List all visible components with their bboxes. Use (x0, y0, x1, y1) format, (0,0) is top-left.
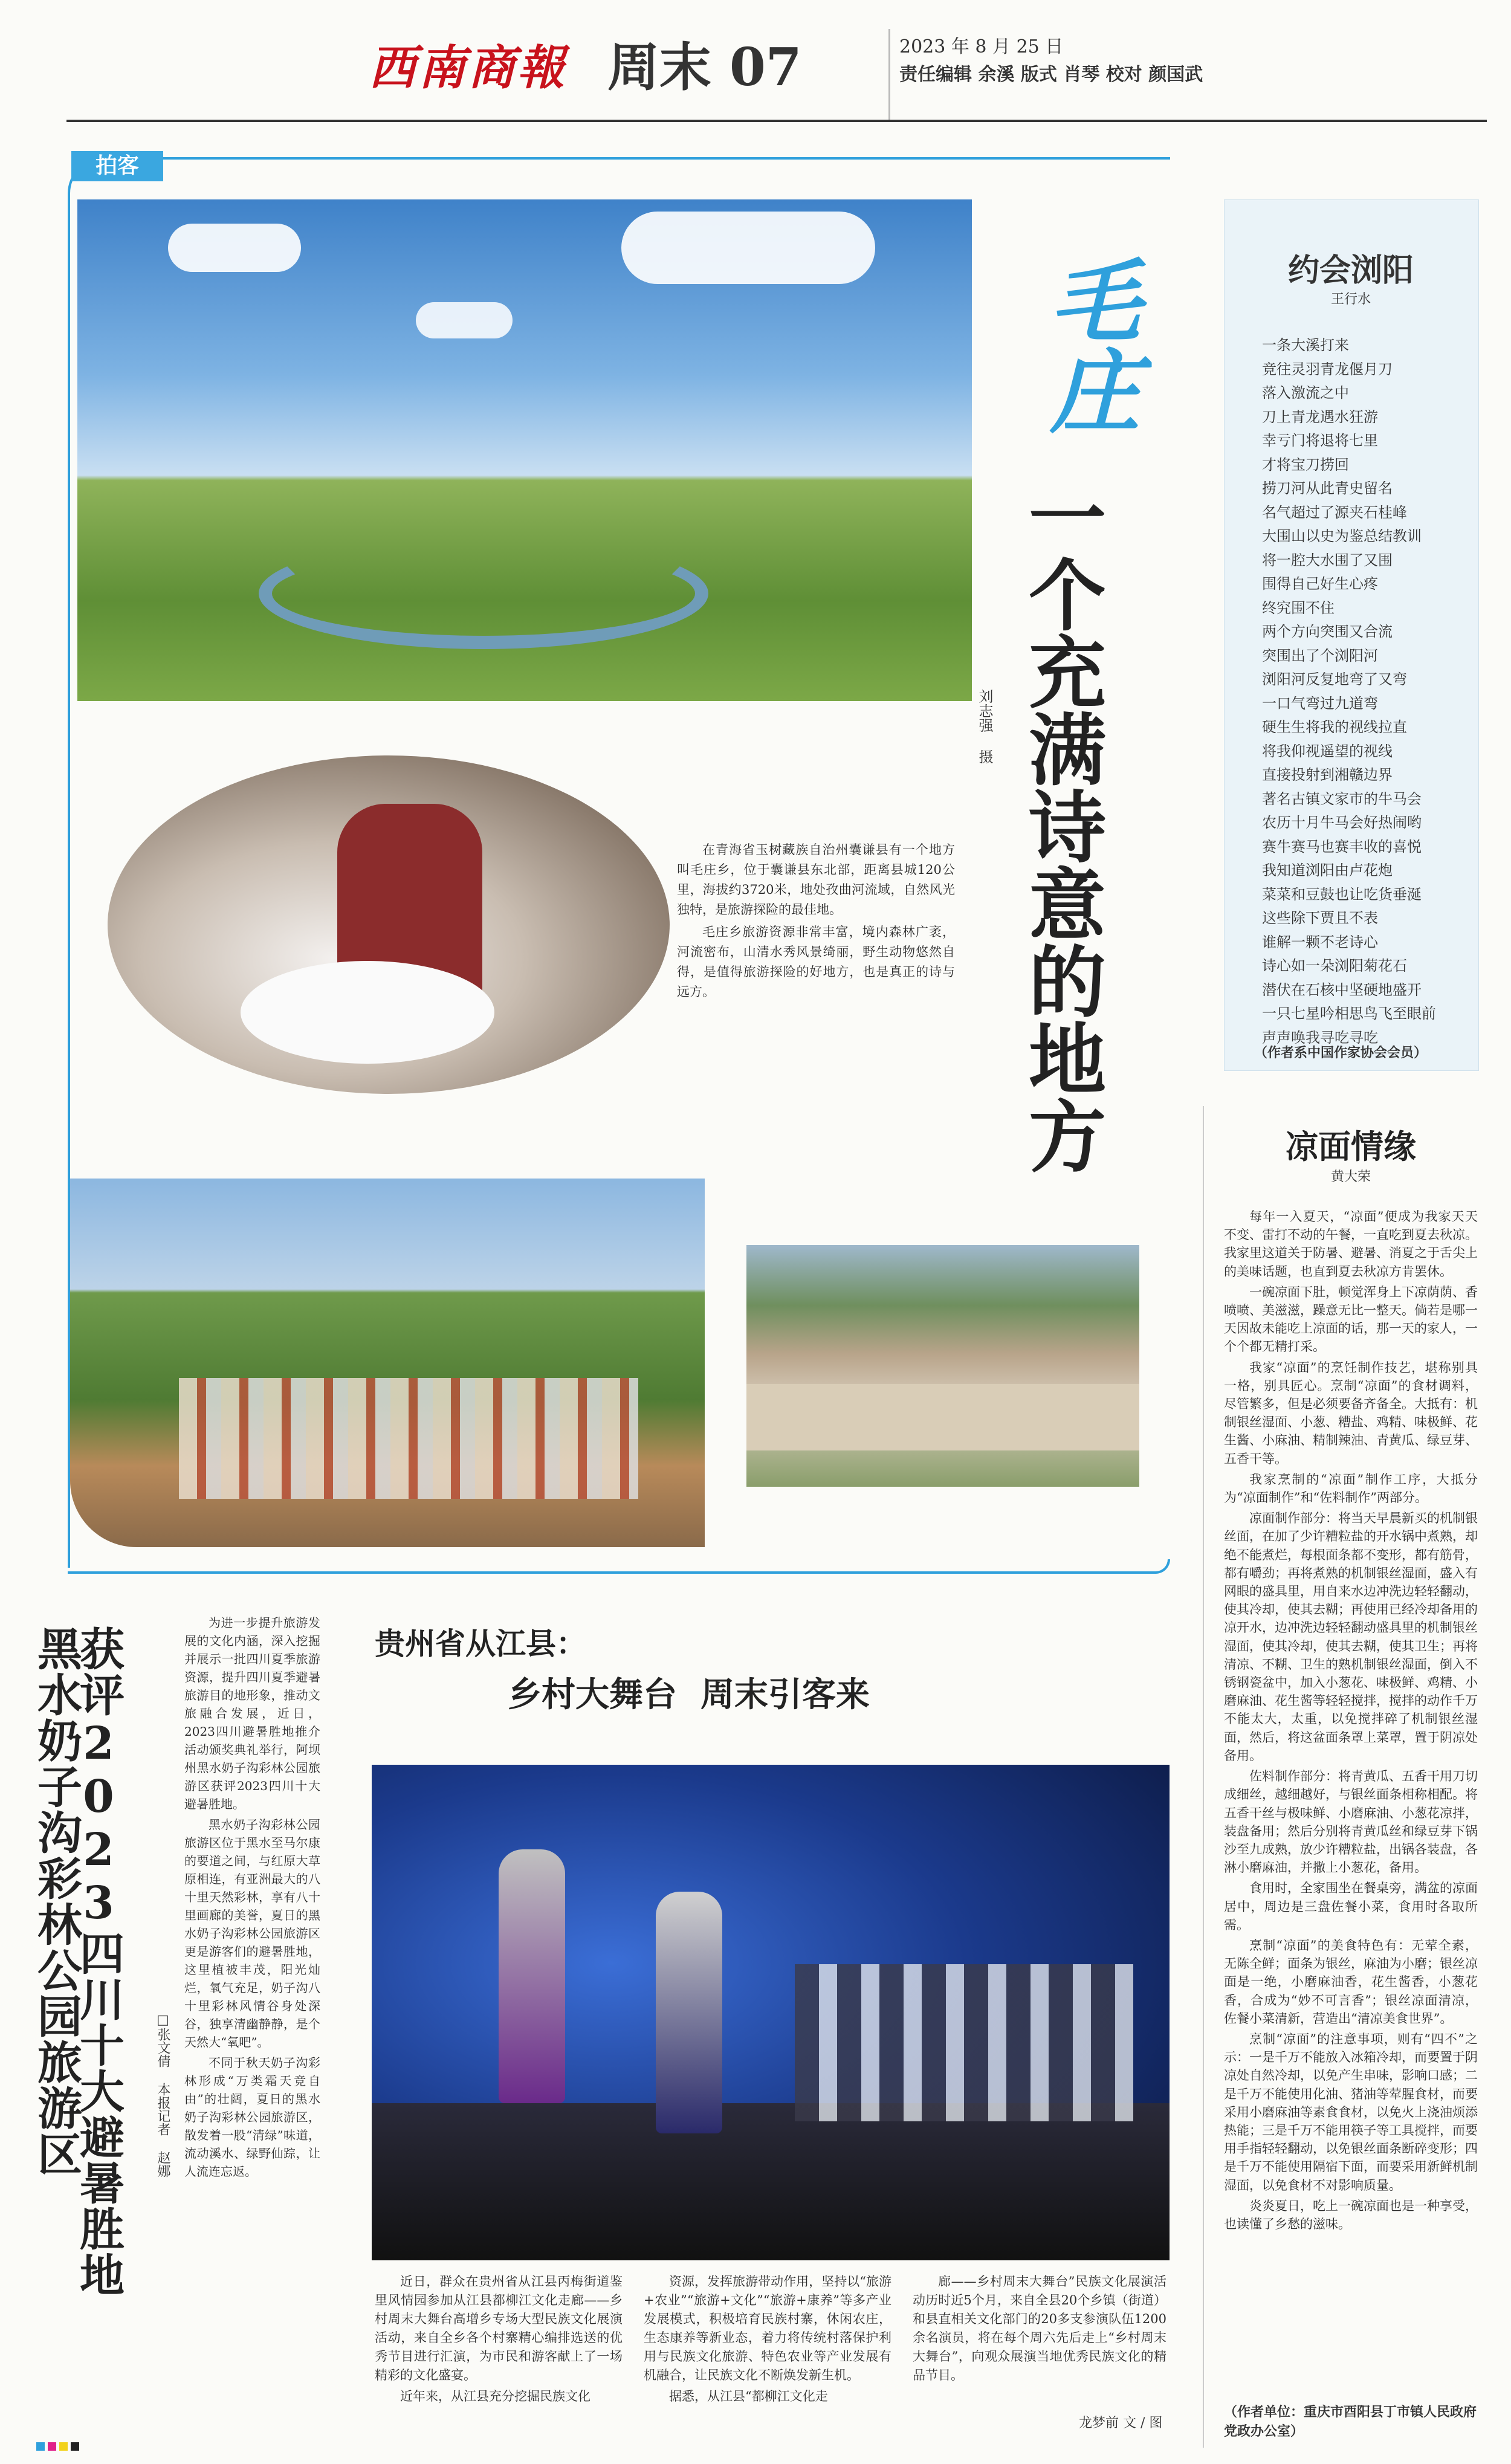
paragraph: 烹制“凉面”的美食特色有：无荤全素，无陈全鲜；面条为银丝，麻油为小磨；银丝凉面是一绝，小磨麻油香，花生酱香，小葱花香，合成为“妙不可言香”；银丝凉面清凉，佐餐小菜清新，营造出“清凉美食世界”。 (1224, 1938, 1478, 2026)
poem-line: 赛牛赛马也赛丰收的喜悦 (1262, 838, 1422, 855)
weaver-photo (108, 755, 670, 1094)
poem-line: 围得自己好生心疼 (1262, 575, 1378, 592)
award-reporter: □张文倩 本报记者 赵娜 (155, 2013, 170, 2178)
poem-line: 才将宝刀捞回 (1262, 456, 1349, 473)
town-photo (70, 1179, 705, 1547)
paragraph: 凉面制作部分：将当天早晨新买的机制银丝面，在加了少许糟粒盐的开水锅中煮熟，却绝不能煮烂，每根面条都不变形，都有筋骨，都有嚼劲；再将煮熟的机制银丝湿面，盛入有网眼的盛具里，用自来水边冲洗边轻轻翻动，使其冷却，使其去糊；再使用已经冷却备用的凉开水，边冲洗边轻轻翻动盛具里的机制银丝湿面，使其冷却，使其去糊，使其卫生；再将清凉、不糊、卫生的熟机制银丝湿面，倒入不锈钢瓷盆中，加入小葱花、味极鲜、鸡精、小磨麻油、花生酱等轻轻搅拌，搅拌的动作千万不能太大，太重，以免搅拌碎了机制银丝湿面，然后，将这盆面条罩上菜罩，置于阴凉处备用。 (1224, 1511, 1478, 1763)
poem-line: 潜伏在石核中坚硬地盛开 (1262, 981, 1422, 998)
editors-line: 责任编辑 余溪 版式 肖琴 校对 颜国武 (899, 64, 1203, 85)
poem-line: 捞刀河从此青史留名 (1262, 480, 1393, 497)
poem-line: 这些除下贾且不表 (1262, 910, 1378, 926)
poem-title: 约会浏阳 (1287, 252, 1414, 289)
page-section: 周末 07 (607, 37, 802, 98)
poem-line: 直接投射到湘赣边界 (1262, 766, 1393, 783)
poem-line: 落入激流之中 (1262, 384, 1349, 401)
photographer-credit: 刘志强 摄 (976, 689, 993, 764)
paragraph: 佐料制作部分：将青黄瓜、五香干用刀切成细丝，越细越好，与银丝面条相称相配。将五香干丝与极味鲜、小磨麻油、小葱花凉拌，装盘备用；然后分别将青黄瓜丝和绿豆芽下锅沙至九成熟，放少许糟粒盐，出锅各装盘，各淋小磨麻油，并撒上小葱花，备用。 (1224, 1769, 1478, 1875)
poem-line: 一口气弯过九道弯 (1262, 694, 1378, 712)
poem-line: 硬生生将我的视线拉直 (1262, 719, 1407, 736)
feature-frame-bottom (68, 1559, 1170, 1574)
poem-line: 将我仰视遥望的视线 (1262, 742, 1393, 760)
paragraph: 我家“凉面”的烹饪制作技艺，堪称别具一格，别具匠心。烹制“凉面”的食材调料，尽管繁多，但是必须要备齐备全。大抵有：机制银丝湿面、小葱、糟盐、鸡精、味极鲜、花生酱、小麻油、精制辣油、青黄瓜、绿豆芽、五香干等。 (1224, 1360, 1478, 1466)
award-headline-1: 获评2023四川十大避暑胜地 (73, 1626, 125, 2298)
paragraph: 近日，群众在贵州省从江县丙梅街道鉴里风情园参加从江县都柳江文化走廊——乡村周末大舞台高增乡专场大型民族文化展演活动，来自全乡各个村寨精心编排选送的优秀节目进行汇演，为市民和游客献上了一场精彩的文化盛宴。 (375, 2274, 623, 2382)
stage-photo (372, 1765, 1170, 2260)
essay-footnote: （作者单位：重庆市酉阳县丁市镇人民政府党政办公室） (1224, 2404, 1477, 2439)
paragraph: 资源，发挥旅游带动作用，坚持以“旅游+农业”“旅游+文化”“旅游+康养”等多产业发展模式，积极培育民族村寨，休闲农庄，生态康养等新业态，着力将传统村落保护利用与民族文化旅游、特色农业等产业发展有机融合，让民族文化不断焕发新生机。 (644, 2274, 891, 2382)
essay-title: 凉面情缘 (1286, 1127, 1416, 1166)
paragraph: 食用时，全家围坐在餐桌旁，满盆的凉面居中，周边是三盘佐餐小菜，食用时各取所需。 (1224, 1881, 1478, 1932)
stage-headline: 乡村大舞台 周末引客来 (508, 1675, 870, 1715)
poem-author: 王行水 (1330, 292, 1371, 307)
paragraph: 烹制“凉面”的注意事项，则有“四不”之示：一是千万不能放入冰箱冷却，而要置于阴凉处自然冷却，以免产生串味，影响口感；二是千万不能使用化油、猪油等荤腥食材，而要采用小磨麻油等素食食材，以免火上浇油烦添热能；三是千万不能用筷子等工具搅拌，而要用手指轻轻翻动，以免银丝面条断碎变形；四是千万不能使用隔宿下面，而要采用新鲜机制湿面，以免食材不对影响质量。 (1224, 2031, 1478, 2193)
poem-line: 浏阳河反复地弯了又弯 (1262, 671, 1407, 688)
feature-place-title: 毛庄 (1034, 254, 1139, 435)
color-marks (36, 2442, 79, 2453)
poem-line: 竞往灵羽青龙偃月刀 (1262, 360, 1393, 378)
paragraph: 据悉，从江县“都柳江文化走 (669, 2389, 828, 2404)
poem-line: 将一腔大水围了又围 (1262, 551, 1393, 569)
stage-photo-credit: 龙梦前 文 / 图 (1079, 2416, 1163, 2431)
valley-photo (77, 199, 972, 701)
issue-date: 2023 年 8 月 25 日 (899, 36, 1064, 57)
paragraph: 不同于秋天奶子沟彩林形成“万类霜天竞自由”的壮阔，夏日的黑水奶子沟彩林公园旅游区，散发着一股“清绿”味道，流动溪水、绿野仙踪，让人流连忘返。 (184, 2055, 320, 2179)
poem-line: 著名古镇文家市的牛马会 (1262, 790, 1422, 807)
stage-col-3 (913, 2272, 1166, 2387)
paragraph: 一碗凉面下肚，顿觉浑身上下凉荫荫、香喷喷、美滋滋，躁意无比一整天。倘若是哪一天因故未能吃上凉面的话，那一天的家人，一个个都无精打采。 (1224, 1284, 1478, 1354)
award-body (184, 1614, 320, 2183)
poem-line: 一只七星吟相思鸟飞至眼前 (1262, 1005, 1436, 1022)
column-divider (1203, 1106, 1204, 2448)
feature-main-title: 一个充满诗意的地方 (1015, 477, 1106, 1174)
poem-line: 终究围不住 (1262, 599, 1335, 616)
poem-line: 名气超过了源夹石桂峰 (1262, 503, 1407, 521)
stage-col-1 (375, 2272, 623, 2408)
poem-line: 两个方向突围又合流 (1262, 623, 1393, 640)
paragraph: 每年一入夏天，“凉面”便成为我家天天不变、雷打不动的午餐，一直吃到夏去秋凉。我家里这道关于防暑、避暑、消夏之于舌尖上的美味话题，也直到夏去秋凉方肯罢休。 (1224, 1209, 1478, 1279)
poem-line: 大围山以史为鉴总结教训 (1262, 528, 1422, 545)
masthead-divider (888, 29, 890, 120)
poem-line: 刀上青龙遇水狂游 (1262, 408, 1378, 425)
stage-col-2 (644, 2272, 891, 2408)
poem-line: 一条大溪打来 (1262, 337, 1349, 354)
paragraph: 为进一步提升旅游发展的文化内涵，深入挖掘并展示一批四川夏季旅游资源，提升四川夏季避暑旅游目的地形象，推动文旅融合发展，近日，2023四川避暑胜地推介活动颁奖典礼举行，阿坝州黑水奶子沟彩林公园旅游区获评2023四川十大避暑胜地。 (184, 1615, 320, 1811)
poem-line: 我知道浏阳由卢花炮 (1262, 862, 1393, 879)
award-headline-2: 黑水奶子沟彩林公园旅游区 (30, 1626, 82, 2177)
tag-label: 拍客 (71, 151, 163, 181)
poem-line: 声声唤我寻吃寻吃 (1262, 1029, 1378, 1046)
river-photo (746, 1245, 1139, 1487)
masthead-logo: 西南商報 (369, 40, 568, 95)
stage-kicker: 贵州省从江县： (375, 1626, 586, 1661)
poem-line: 突围出了个浏阳河 (1262, 647, 1378, 664)
paragraph: 黑水奶子沟彩林公园旅游区位于黑水至马尔康的要道之间，与红原大草原相连，有亚洲最大的八十里天然彩林，享有八十里画廊的美誉，夏日的黑水奶子沟彩林公园旅游区更是游客们的避暑胜地，这里植被丰茂，阳光灿烂，氧气充足，奶子沟八十里彩林风情谷身处深谷，独享清幽静静，是个天然大“氧吧”。 (184, 1817, 320, 2049)
essay-body (1224, 1208, 1478, 2236)
paragraph: 近年来，从江县充分挖掘民族文化 (400, 2389, 590, 2404)
feature-body: 在青海省玉树藏族自治州囊谦县有一个地方叫毛庄乡，位于囊谦县东北部，距离县城120公里，海拔约3720米，地处孜曲河流域，自然风光独特，是旅游探险的最佳地。 毛庄乡旅游资源非常丰富，境内森林广袤，河流密布，山清水秀风景绮丽，野生动物悠然自得，是值得旅游探险的好地方，也是真正的诗与远方。 (677, 842, 955, 999)
poem-lines (1262, 334, 1467, 1050)
paragraph: 我家烹制的“凉面”制作工序，大抵分为“凉面制作”和“佐料制作”两部分。 (1224, 1472, 1478, 1505)
poem-line: 幸亏门将退将七里 (1262, 432, 1378, 449)
masthead-rule (66, 120, 1487, 122)
paragraph: 炎炎夏日，吃上一碗凉面也是一种享受，也读懂了乡愁的滋味。 (1224, 2198, 1478, 2231)
paragraph: 廊——乡村周末大舞台”民族文化展演活动历时近5个月，来自全县20个乡镇（街道）和县直相关文化部门的20多支参演队伍1200余名演员，将在每个周六先后走上“乡村周末大舞台”，向观众展演当地优秀民族文化的精品节目。 (913, 2274, 1166, 2382)
poem-footnote: （作者系中国作家协会会员） (1254, 1045, 1428, 1061)
poem-line: 菜菜和豆鼓也让吃货垂涎 (1262, 885, 1422, 903)
poem-line: 诗心如一朵浏阳菊花石 (1262, 957, 1407, 974)
poem-line: 农历十月牛马会好热闹哟 (1262, 814, 1422, 831)
poem-line: 谁解一颗不老诗心 (1262, 933, 1378, 951)
essay-author: 黄大荣 (1330, 1169, 1371, 1185)
